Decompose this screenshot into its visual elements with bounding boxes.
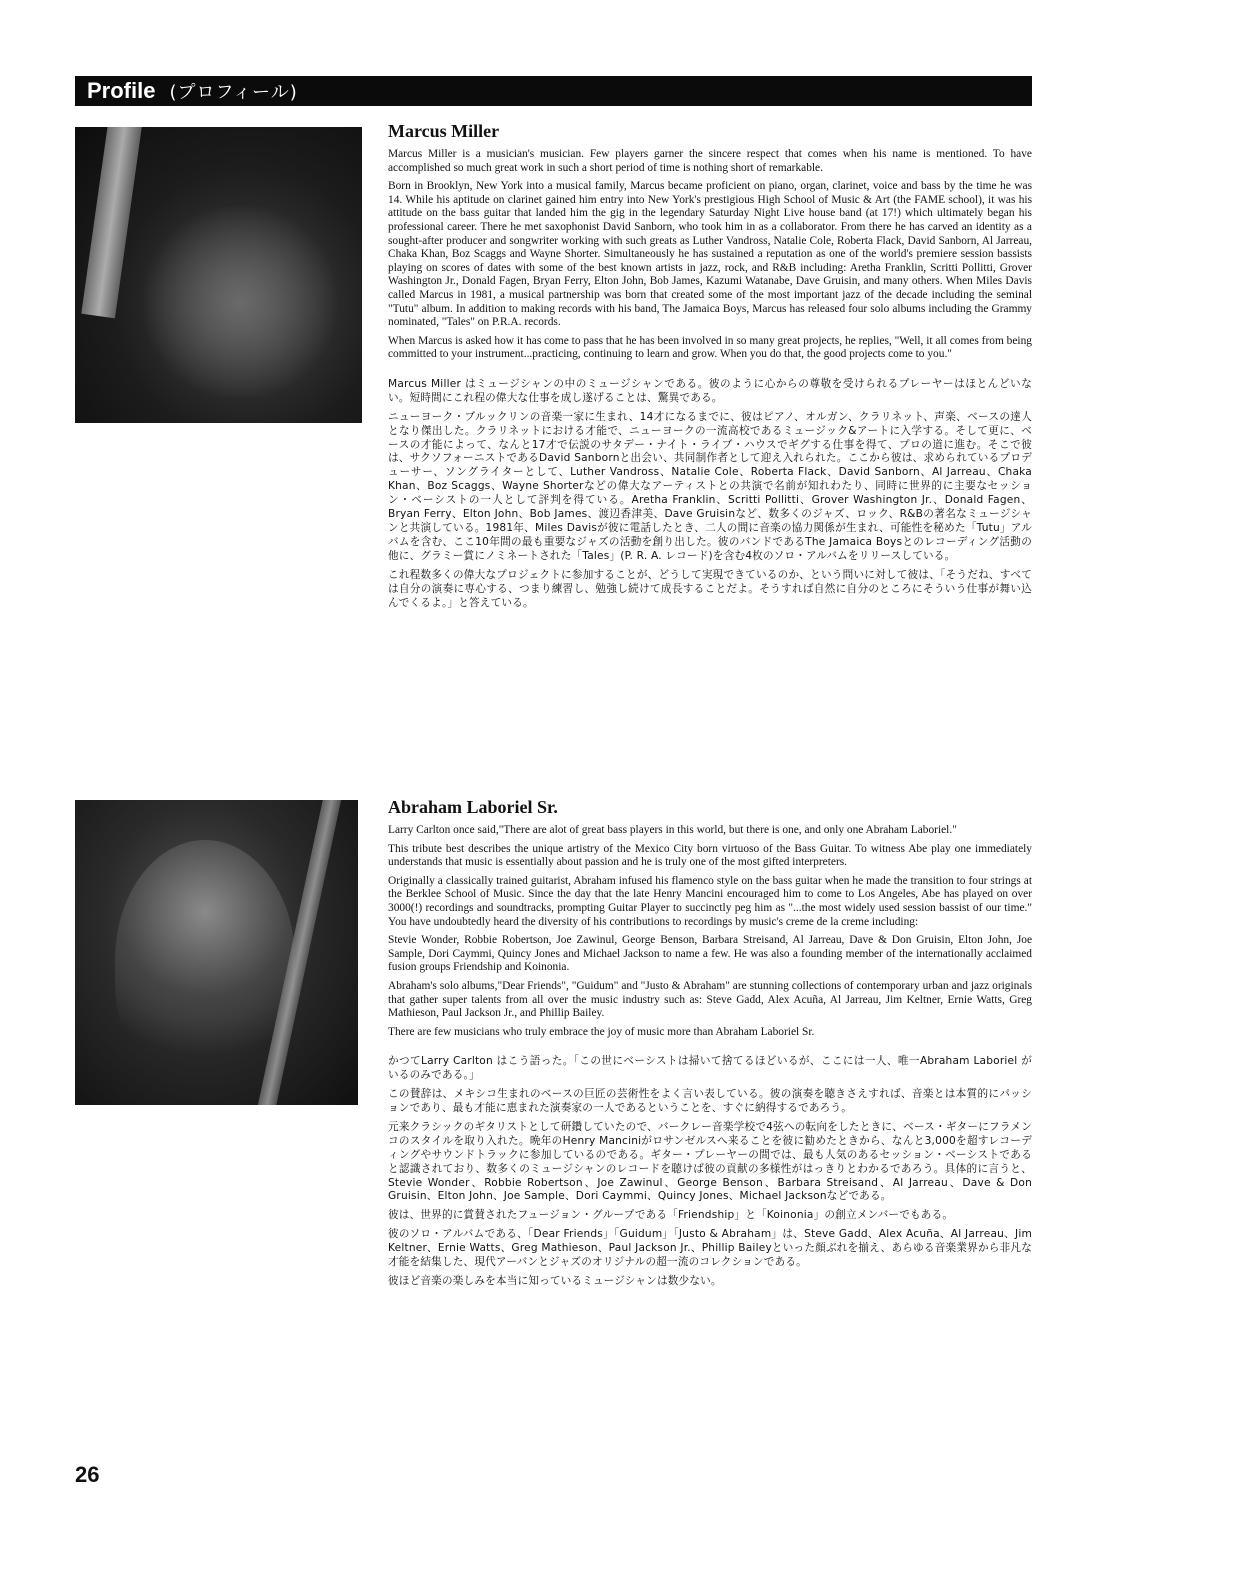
marcus-miller-photo — [75, 127, 362, 423]
english-paragraph: Abraham's solo albums,"Dear Friends", "Guidum" and "Justo & Abraham" are stunning collections of contemporary urban and jazz originals that gather super talents from all over the music industry such as: Steve Gadd, Alex Acuña, Al Jarreau, Jim Keltner, Ernie Watts, Greg Mathieson, Paul Jackson Jr., and Phillip Bailey. — [388, 979, 1032, 1020]
japanese-paragraph: ニューヨーク・ブルックリンの音楽一家に生まれ、14才になるまでに、彼はピアノ、オルガン、クラリネット、声楽、ベースの達人となり傑出した。クラリネットにおける才能で、ニューヨークの一流高校であるミュージック&アートに入学する。そして更に、ベースの才能によって、なんと17才で伝説のサタデー・ナイト・ライブ・ハウスでギグする仕事を得て、プロの道に進む。そこで彼は、サクソフォーニストであるDavid Sanbornと出会い、共同制作者として迎え入れられた。ここから彼は、求められているプロデューサー、ソングライターとして、Luther Vandross、Natalie Cole、Roberta Flack、David Sanborn、Al Jarreau、Chaka Khan、Boz Scaggs、Wayne Shorterなどの偉大なアーティストとの共演で名前が知れわたり、同時に世界的に主要なセッション・ベーシストの一人として評判を得ている。Aretha Franklin、Scritti Pollitti、Grover Washington Jr.、Donald Fagen、Bryan Ferry、Elton John、Bob James、渡辺香津美、Dave Gruisinなど、数多くのジャズ、ロック、R&Bの著名なミュージシャンと共演している。1981年、Miles Davisが彼に電話したとき、二人の間に音楽の協力関係が生まれ、可能性を秘めた「Tutu」アルバムを含む、ここ10年間の最も重要なジャズの活動を創り出した。彼のバンドであるThe Jamaica Boysとのレコーディング活動の他に、グラミー賞にノミネートされた「Tales」(P. R. A. レコード)を含む4枚のソロ・アルバムをリリースしている。 — [388, 410, 1032, 562]
japanese-paragraph: この賛辞は、メキシコ生まれのベースの巨匠の芸術性をよく言い表している。彼の演奏を聴きさえすれば、音楽とは本質的にパッションであり、最も才能に恵まれた演奏家の一人であるということを、すぐに納得するであろう。 — [388, 1088, 1032, 1115]
english-paragraph: When Marcus is asked how it has come to pass that he has been involved in so many great projects, he replies, "Well, it all comes from being committed to your instrument...practicing, continuing to learn and grow. When you do that, the good projects come to you." — [388, 334, 1032, 361]
photo-figure-shape — [115, 840, 295, 1080]
japanese-paragraph: 元来クラシックのギタリストとして研鑽していたので、バークレー音楽学校で4弦への転向をしたときに、ベース・ギターにフラメンコのスタイルを取り入れた。晩年のHenry Manciniがロサンゼルスへ来ることを彼に勧めたときから、なんと3,000を超すレコーディングやサウンドトラックに参加しているのである。ギター・プレーヤーの間では、最も人気のあるセッション・ベーシストであると認識されており、数多くのミュージシャンのレコードを聴けば彼の貢献の多様性がはっきりとわかるであろう。具体的に言うと、Stevie Wonder、Robbie Robertson、Joe Zawinul、George Benson、Barbara Streisand、Al Jarreau、Dave & Don Gruisin、Elton John、Joe Sample、Dori Caymmi、Quincy Jones、Michael Jacksonなどである。 — [388, 1120, 1032, 1203]
japanese-paragraph: 彼ほど音楽の楽しみを本当に知っているミュージシャンは数少ない。 — [388, 1275, 722, 1287]
japanese-paragraph: 彼のソロ・アルバムである、「Dear Friends」「Guidum」「Justo & Abraham」は、Steve Gadd、Alex Acuña、Al Jarreau、Jim Keltner、Ernie Watts、Greg Mathieson、Paul Jackson Jr.、Phillip Baileyといった顔ぶれを揃え、あらゆる音楽業界から非凡な才能を結集した、現代アーバンとジャズのオリジナルの超一流のコレクションである。 — [388, 1228, 1032, 1269]
profile-section-abraham-laboriel — [388, 797, 1032, 1294]
profile-header-bar — [75, 76, 1032, 106]
english-paragraph: There are few musicians who truly embrace the joy of music more than Abraham Laboriel Sr. — [388, 1025, 815, 1038]
english-paragraph: This tribute best describes the unique artistry of the Mexico City born virtuoso of the Bass Guitar. To witness Abe play one immediately understands that music is essentially about passion and he is truly one of the most gifted interpreters. — [388, 842, 1032, 869]
header-subtitle: (プロフィール) — [169, 82, 298, 103]
page-number: 26 — [75, 1462, 100, 1487]
japanese-paragraph: かつてLarry Carlton はこう語った。「この世にベーシストは掃いて捨てるほどいるが、ここには一人、唯一Abraham Laboriel がいるのみである。」 — [388, 1055, 1032, 1082]
english-paragraph: Marcus Miller is a musician's musician. Few players garner the sincere respect that comes when his name is mentioned. To have accomplished so much great work in such a short period of time is nothing short of remarkable. — [388, 148, 1032, 174]
header-title: Profile — [87, 78, 156, 103]
japanese-paragraph: これ程数多くの偉大なプロジェクトに参加することが、どうして実現できているのか、という問いに対して彼は、「そうだね、すべては自分の演奏に専心する、つまり練習し、勉強し続けて成長することだよ。そうすれば自然に自分のところにそういう仕事が舞い込んでくるよ。」と答えている。 — [388, 568, 1032, 609]
profile-name: Marcus Miller — [388, 121, 500, 141]
profile-section-marcus-miller — [388, 121, 1032, 615]
abraham-laboriel-photo — [75, 800, 358, 1105]
japanese-paragraph: 彼は、世界的に賞賛されたフュージョン・グループである「Friendship」と「Koinonia」の創立メンバーでもある。 — [388, 1209, 954, 1222]
bass-neck-shape — [81, 127, 143, 318]
english-paragraph: Larry Carlton once said,"There are alot of great bass players in this world, but there is one, and only one Abraham Laboriel." — [388, 824, 957, 836]
japanese-text-block — [388, 378, 1032, 611]
english-paragraph: Stevie Wonder, Robbie Robertson, Joe Zawinul, George Benson, Barbara Streisand, Al Jarreau, Dave & Don Gruisin, Elton John, Joe Sample, Dori Caymmi, Quincy Jones and Michael Jackson to name a few. He was also a founding member of the internationally acclaimed fusion groups Friendship and Koinonia. — [388, 934, 1032, 974]
photo-shading — [135, 207, 345, 397]
english-paragraph: Born in Brooklyn, New York into a musical family, Marcus became proficient on piano, organ, clarinet, voice and bass by the time he was 14. While his aptitude on clarinet gained him entry into New York's prestigious High School of Music & Art (the FAME school), it was his attitude on the bass guitar that landed him the gig in the legendary Saturday Night Live house band (at 17!) which ultimately began his professional career. There he met saxophonist David Sanborn, who took him in as a collaborator. From there he has carved an identity as a sought-after producer and songwriter working with such greats as Luther Vandross, Natalie Cole, Roberta Flack, David Sanborn, Al Jarreau, Chaka Khan, Boz Scaggs and Wayne Shorter. Simultaneously he has sustained a reputation as one of the world's premiere session bassists playing on scores of dates with some of the best known artists in jazz, rock, and R&B including: Aretha Franklin, Scritti Pollitti, Grover Washington Jr., Donald Fagen, Bryan Ferry, Elton John, Bob James, Kazumi Watanabe, Dave Gruisin, and many others. When Miles Davis called Marcus in 1981, a musical partnership was born that created some of the most important jazz of the decade including the seminal "Tutu" album. In addition to making records with his band, The Jamaica Boys, Marcus has released four solo albums including the Grammy nominated, "Tales" on P.R.A. records. — [388, 180, 1032, 329]
japanese-paragraph: Marcus Miller はミュージシャンの中のミュージシャンである。彼のように心からの尊敬を受けられるプレーヤーはほとんどいない。短時間にこれ程の偉大な仕事を成し遂げることは、驚異である。 — [388, 377, 1032, 404]
japanese-text-block — [388, 1055, 1032, 1289]
profile-name: Abraham Laboriel Sr. — [388, 797, 558, 817]
english-paragraph: Originally a classically trained guitarist, Abraham infused his flamenco style on the bass guitar when he made the transition to four strings at the Berklee School of Music. Since the day that the late Henry Mancini encouraged him to come to Los Angeles, Abe has played on over 3000(!) recordings and soundtracks, prompting Guitar Player to succinctly peg him as "...the most widely used session bassist of our time." You have undoubtedly heard the diversity of his contributions to recordings by music's creme de la creme including: — [388, 874, 1032, 928]
